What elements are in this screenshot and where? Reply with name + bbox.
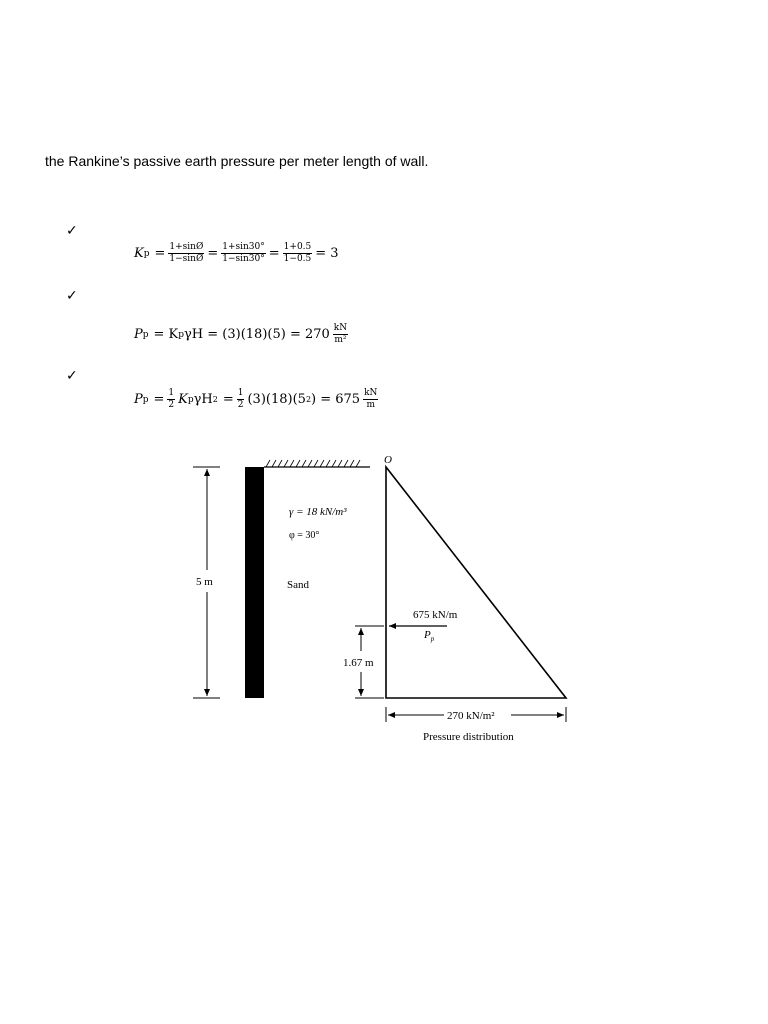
eq1-result: = 3 — [315, 246, 339, 262]
fraction: $\frac{1}{2}$ — [237, 388, 244, 411]
height-label: 5 m — [196, 576, 213, 588]
phi-label: φ = 30° — [289, 530, 320, 541]
fraction: $\frac{1+\sin 30^\circ}{1-\sin 30^\circ}$ — [222, 242, 265, 265]
check-icon: ✓ — [66, 368, 78, 384]
equation-kp: K p = $\frac{1+\sin Ø}{1-\sin Ø}$ = $\frac{1+\sin 30^\circ}{1-\sin 30^\circ}$ = $\frac{1+0.5}{1-0.5}$ = 3 — [134, 242, 339, 265]
kp-symbol: K — [134, 246, 144, 262]
check-icon: ✓ — [66, 288, 78, 304]
diagram-caption: Pressure distribution — [423, 731, 514, 743]
unit-fraction: $\frac{kN}{m}$ — [364, 388, 378, 411]
unit-fraction: $\frac{kN}{\text{m²}}$ — [333, 323, 348, 346]
equation-pp-pressure: P p = K p γH = (3)(18)(5) = 270 $\frac{kN}{\text{m²}}$ — [134, 323, 348, 346]
soil-label: Sand — [287, 579, 309, 591]
fraction: $\frac{1+\sin Ø}{1-\sin Ø}$ — [169, 242, 204, 265]
pressure-triangle — [386, 467, 566, 698]
gamma-label: γ = 18 kN/m³ — [289, 506, 347, 518]
intro-text: the Rankine’s passive earth pressure per meter length of wall. — [45, 153, 429, 169]
retaining-wall — [245, 467, 264, 698]
fraction: $\frac{1+0.5}{1-0.5}$ — [283, 242, 312, 265]
lever-arm-label: 1.67 m — [343, 657, 374, 669]
check-icon: ✓ — [66, 223, 78, 239]
ground-hatching — [266, 460, 360, 467]
fraction: $\frac{1}{2}$ — [168, 388, 175, 411]
origin-label: O — [384, 454, 392, 466]
force-symbol: $P_p$ — [424, 629, 435, 643]
base-pressure-label: 270 kN/m² — [447, 710, 495, 722]
equation-pp-force: P p = $\frac{1}{2}$ K p γH 2 = $\frac{1}{2}$ (3)(18)(5 2 ) = 675 $\frac{kN}{m}$ — [134, 388, 378, 411]
force-label: 675 kN/m — [413, 609, 458, 621]
